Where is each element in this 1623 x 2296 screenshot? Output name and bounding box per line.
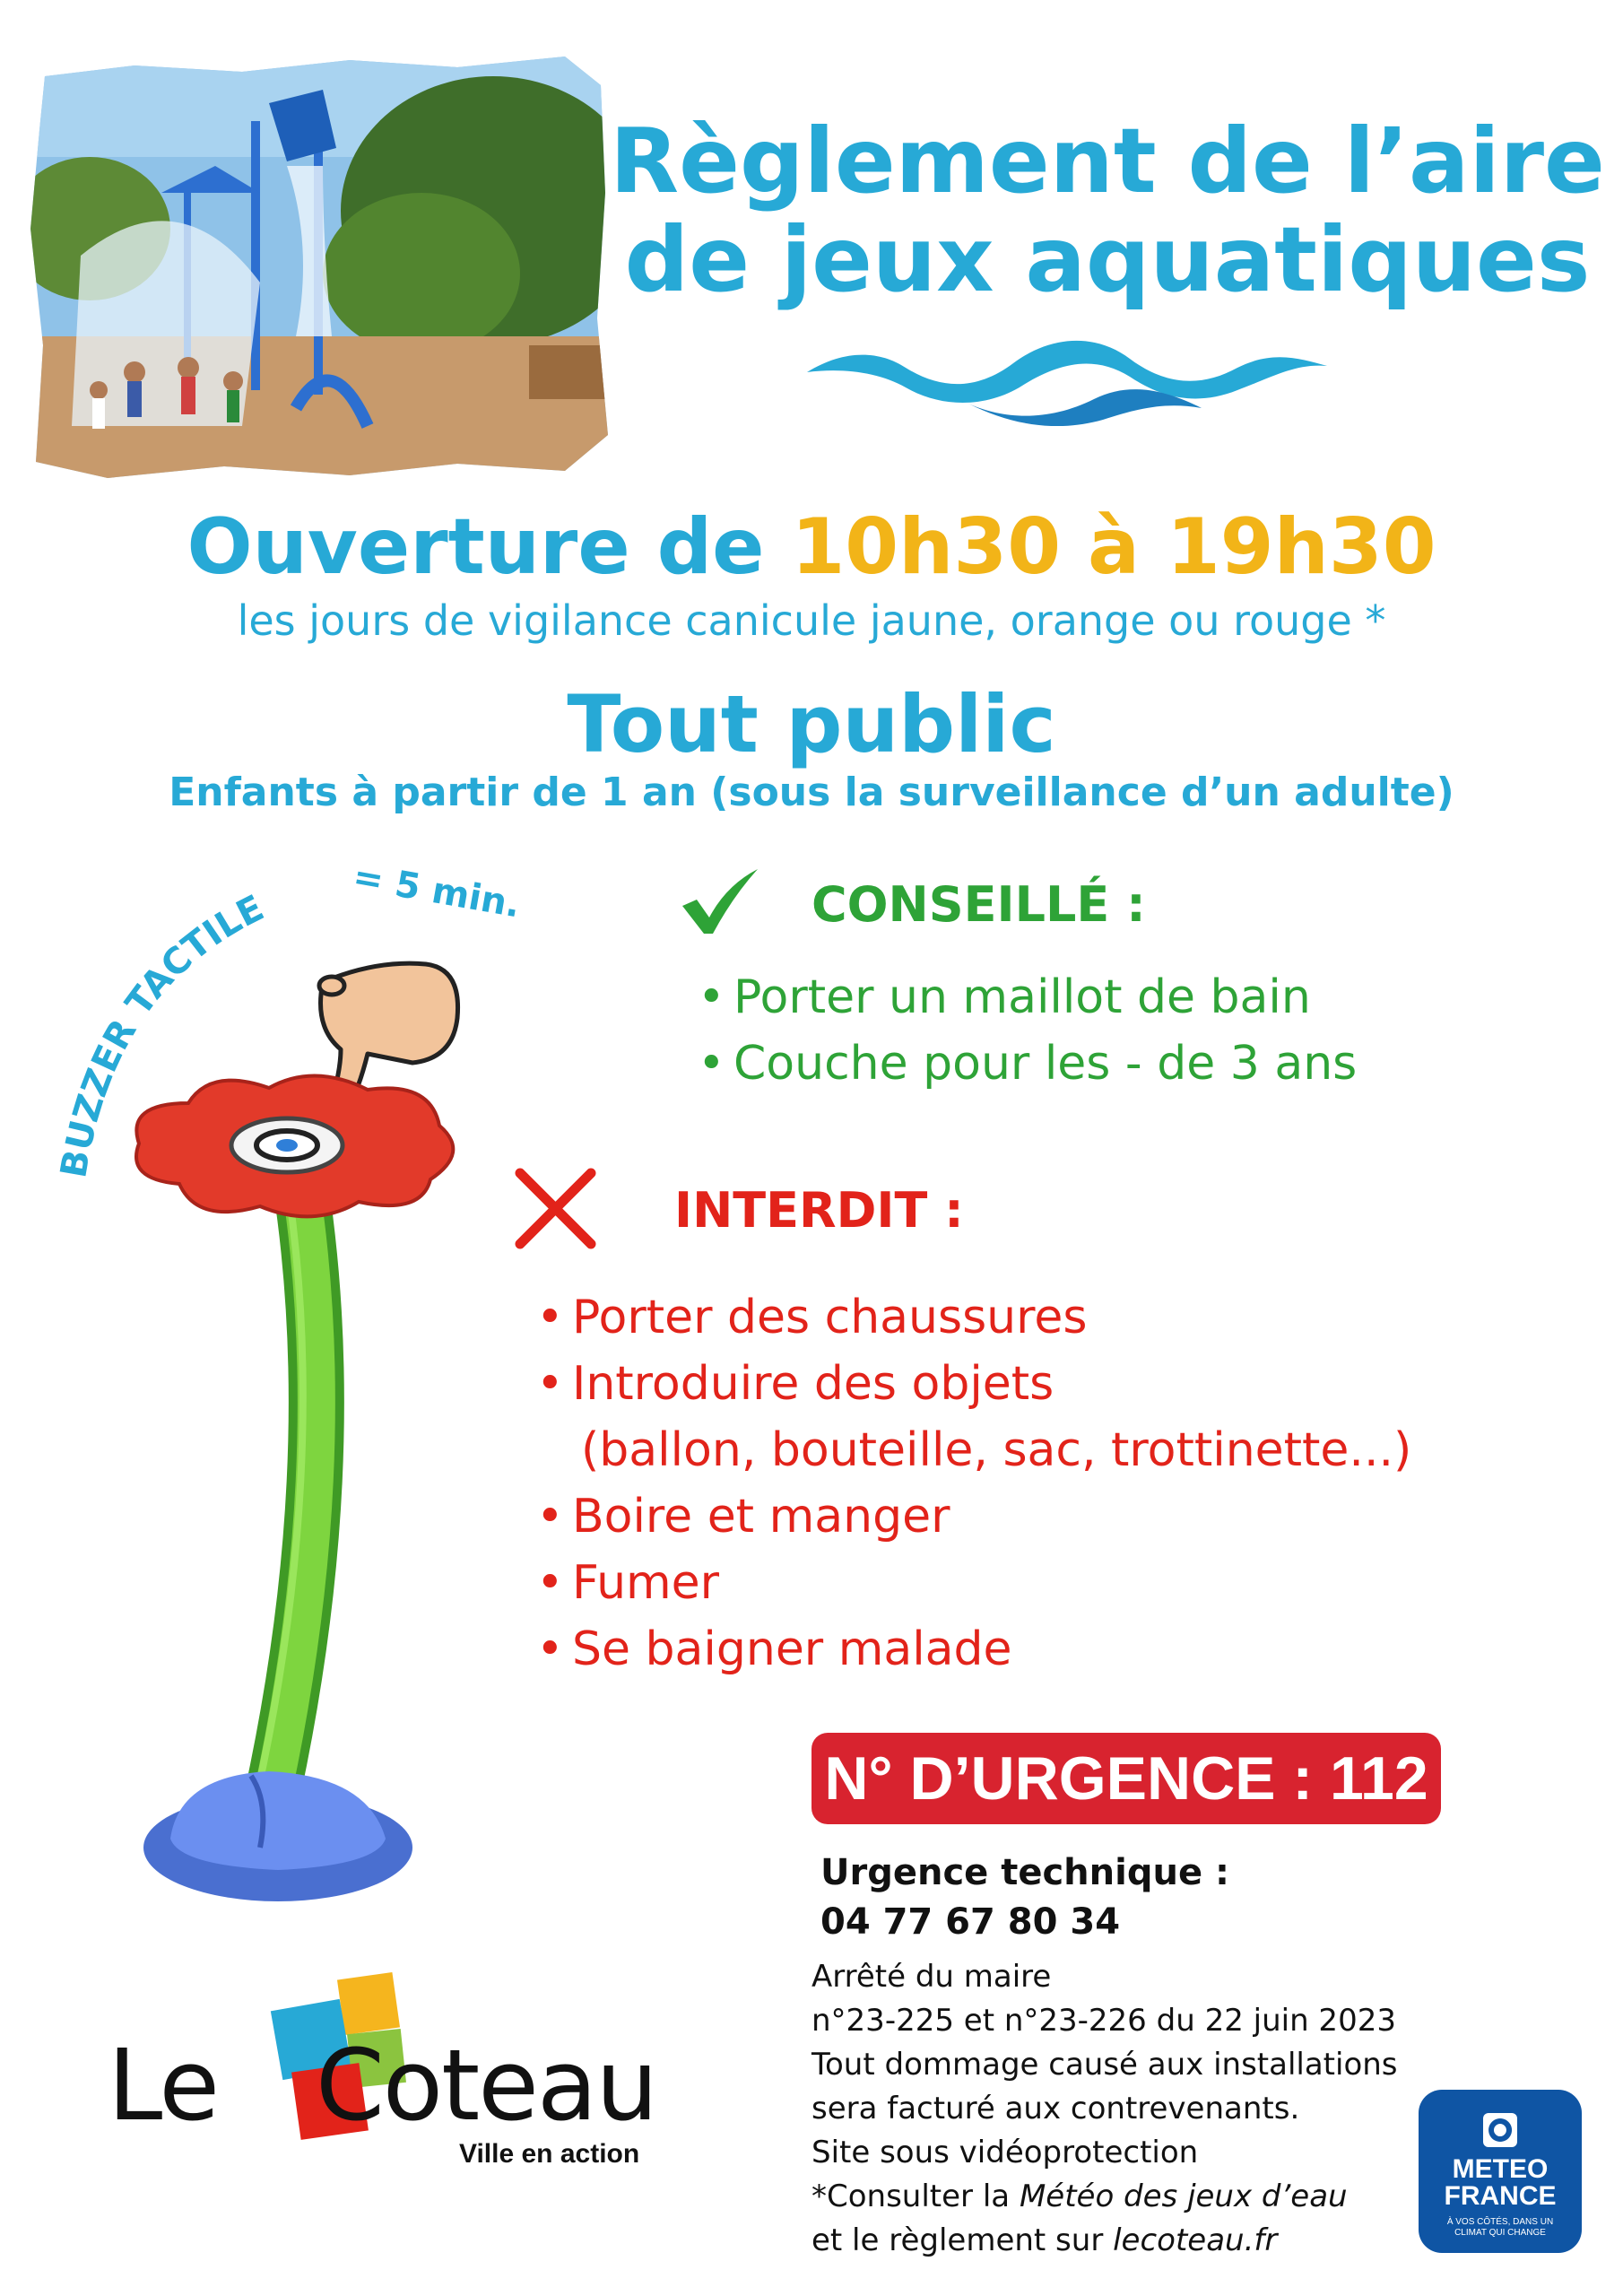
- meteo-line-1: METEO: [1452, 2154, 1549, 2184]
- water-park-photo: [27, 49, 610, 480]
- technical-emergency-phone: 04 77 67 80 34: [820, 1901, 1121, 1943]
- logo-tagline: Ville en action: [459, 2139, 640, 2169]
- conseille-list: [690, 964, 1357, 1097]
- opening-prefix: Ouverture de: [187, 502, 792, 592]
- interdit-list: [529, 1284, 1411, 1683]
- list-item: • Porter un maillot de bain: [690, 964, 1357, 1031]
- legal-notes: [812, 1955, 1398, 2263]
- cross-icon: [513, 1166, 598, 1251]
- meteo-jeux-link-text: Météo des jeux d’eau: [1019, 2179, 1348, 2214]
- interdit-heading: INTERDIT :: [674, 1182, 964, 1239]
- buzzer-post-illustration: [117, 1058, 511, 1901]
- title-line-1: Règlement de l’aire: [610, 109, 1605, 213]
- check-icon: [677, 865, 762, 937]
- meteo-tagline-1: À VOS CÔTÉS, DANS UN: [1446, 2217, 1554, 2227]
- public-title: Tout public: [567, 678, 1056, 770]
- list-item: • Introduire des objets: [529, 1351, 1411, 1417]
- le-coteau-logo: [108, 1969, 681, 2175]
- meteo-tagline-2: CLIMAT QUI CHANGE: [1454, 2228, 1546, 2238]
- note-line: Tout dommage causé aux installations: [812, 2047, 1398, 2083]
- conseille-heading: CONSEILLÉ :: [812, 876, 1146, 933]
- meteo-line-2: FRANCE: [1444, 2181, 1557, 2211]
- note-line: Site sous vidéoprotection: [812, 2135, 1199, 2170]
- note-line: Arrêté du maire: [812, 1959, 1052, 1995]
- opening-subtitle: les jours de vigilance canicule jaune, orange ou rouge *: [237, 596, 1386, 645]
- list-item: • Se baigner malade: [529, 1616, 1411, 1683]
- opening-hours-value: 10h30 à 19h30: [791, 502, 1436, 592]
- note-line: *Consulter la Météo des jeux d’eau: [812, 2179, 1348, 2214]
- waves-icon: [807, 323, 1327, 426]
- note-line: sera facturé aux contrevenants.: [812, 2091, 1300, 2126]
- public-subtitle: Enfants à partir de 1 an (sous la surveillance d’un adulte): [169, 770, 1454, 815]
- logo-word-le: Le: [108, 2028, 219, 2143]
- technical-emergency-label: Urgence technique :: [820, 1852, 1229, 1893]
- list-item: • Couche pour les - de 3 ans: [690, 1031, 1357, 1097]
- note-line: n°23-225 et n°23-226 du 22 juin 2023: [812, 2003, 1396, 2039]
- logo-word-coteau: Coteau: [316, 2028, 657, 2143]
- buzzer-duration: = 5 min.: [350, 856, 524, 926]
- list-item: • Boire et manger: [529, 1483, 1411, 1550]
- meteo-france-logo: [1419, 2090, 1582, 2253]
- buzzer-label: BUZZER TACTILE: [53, 887, 271, 1181]
- note-line: et le règlement sur lecoteau.fr: [812, 2222, 1278, 2258]
- list-item: • Fumer: [529, 1550, 1411, 1616]
- title-line-2: de jeux aquatiques: [624, 207, 1591, 312]
- buzzer-flower: [136, 1075, 453, 1216]
- emergency-number-badge: N° D’URGENCE : 112: [812, 1733, 1441, 1824]
- list-item-continuation: (ballon, bouteille, sac, trottinette...): [581, 1423, 1412, 1477]
- opening-hours: [0, 502, 1623, 592]
- website-text: lecoteau.fr: [1113, 2222, 1278, 2258]
- list-item: • Porter des chaussures: [529, 1284, 1411, 1351]
- meteo-france-emblem-icon: [1478, 2108, 1523, 2152]
